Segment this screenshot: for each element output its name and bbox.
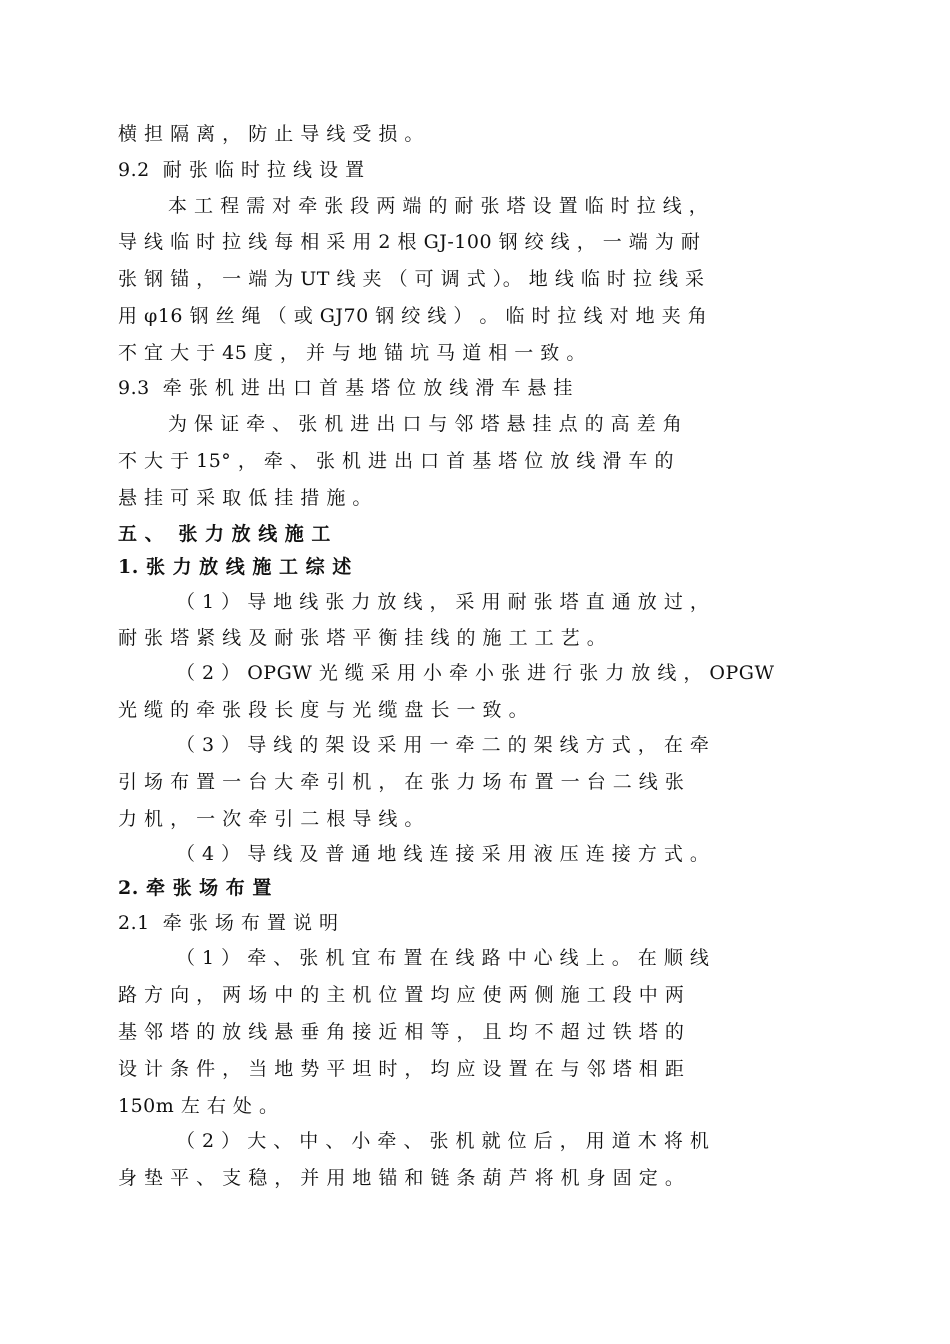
text-line: 耐 张 塔 紧 线 及 耐 张 塔 平 衡 挂 线 的 施 工 工 艺 。 bbox=[118, 627, 607, 649]
text-line: 悬 挂 可 采 取 低 挂 措 施 。 bbox=[118, 487, 372, 509]
text-line: （ 1 ） 牵 、 张 机 宜 布 置 在 线 路 中 心 线 上 。 在 顺 线 bbox=[176, 947, 710, 969]
text-line: 导 线 临 时 拉 线 每 相 采 用 2 根 GJ-100 钢 绞 线 ， 一 端 为 耐 bbox=[118, 231, 701, 253]
subsection-heading: 9.3 牵 张 机 进 出 口 首 基 塔 位 放 线 滑 车 悬 挂 bbox=[118, 377, 573, 399]
text-line: 设 计 条 件 ， 当 地 势 平 坦 时 ， 均 应 设 置 在 与 邻 塔 相 距 bbox=[118, 1058, 685, 1080]
text-line: 身 垫 平 、 支 稳 ， 并 用 地 锚 和 链 条 葫 芦 将 机 身 固 定 。 bbox=[118, 1167, 685, 1189]
text-line: 150m 左 右 处 。 bbox=[118, 1095, 279, 1117]
text-line: 不 大 于 15° ， 牵 、 张 机 进 出 口 首 基 塔 位 放 线 滑 车 的 bbox=[118, 450, 674, 472]
subsection-heading: 9.2 耐 张 临 时 拉 线 设 置 bbox=[118, 159, 365, 181]
text-line: 基 邻 塔 的 放 线 悬 垂 角 接 近 相 等 ， 且 均 不 超 过 铁 塔 的 bbox=[118, 1021, 685, 1043]
text-line: 路 方 向 ， 两 场 中 的 主 机 位 置 均 应 使 两 侧 施 工 段 中 两 bbox=[118, 984, 685, 1006]
text-line: 本 工 程 需 对 牵 张 段 两 端 的 耐 张 塔 设 置 临 时 拉 线 ， bbox=[168, 195, 709, 217]
text-line: （ 2 ） OPGW 光 缆 采 用 小 牵 小 张 进 行 张 力 放 线 ， OPGW bbox=[176, 662, 775, 684]
subsection-heading: 2.1 牵 张 场 布 置 说 明 bbox=[118, 912, 339, 934]
text-line: 横 担 隔 离 ， 防 止 导 线 受 损 。 bbox=[118, 123, 424, 145]
text-line: 为 保 证 牵 、 张 机 进 出 口 与 邻 塔 悬 挂 点 的 高 差 角 bbox=[168, 413, 683, 435]
text-line: 不 宜 大 于 45 度 ， 并 与 地 锚 坑 马 道 相 一 致 。 bbox=[118, 342, 586, 364]
section-heading: 1. 张 力 放 线 施 工 综 述 bbox=[118, 556, 352, 578]
text-line: （ 4 ） 导 线 及 普 通 地 线 连 接 采 用 液 压 连 接 方 式 。 bbox=[176, 843, 710, 865]
text-line: 引 场 布 置 一 台 大 牵 引 机 ， 在 张 力 场 布 置 一 台 二 线 张 bbox=[118, 771, 685, 793]
chapter-heading: 五 、 张 力 放 线 施 工 bbox=[118, 523, 331, 545]
text-line: （ 1 ） 导 地 线 张 力 放 线 ， 采 用 耐 张 塔 直 通 放 过 ， bbox=[176, 591, 710, 613]
text-line: （ 2 ） 大 、 中 、 小 牵 、 张 机 就 位 后 ， 用 道 木 将 机 bbox=[176, 1130, 710, 1152]
text-line: 用 φ16 钢 丝 绳 （ 或 GJ70 钢 绞 线 ） 。 临 时 拉 线 对 地 夹 角 bbox=[118, 305, 708, 327]
text-line: 光 缆 的 牵 张 段 长 度 与 光 缆 盘 长 一 致 。 bbox=[118, 699, 529, 721]
text-line: 力 机 ， 一 次 牵 引 二 根 导 线 。 bbox=[118, 808, 424, 830]
text-line: （ 3 ） 导 线 的 架 设 采 用 一 牵 二 的 架 线 方 式 ， 在 牵 bbox=[176, 734, 710, 756]
section-heading: 2. 牵 张 场 布 置 bbox=[118, 877, 272, 899]
text-line: 张 钢 锚 ， 一 端 为 UT 线 夹 （ 可 调 式 ）。 地 线 临 时 拉 线 采 bbox=[118, 268, 705, 290]
